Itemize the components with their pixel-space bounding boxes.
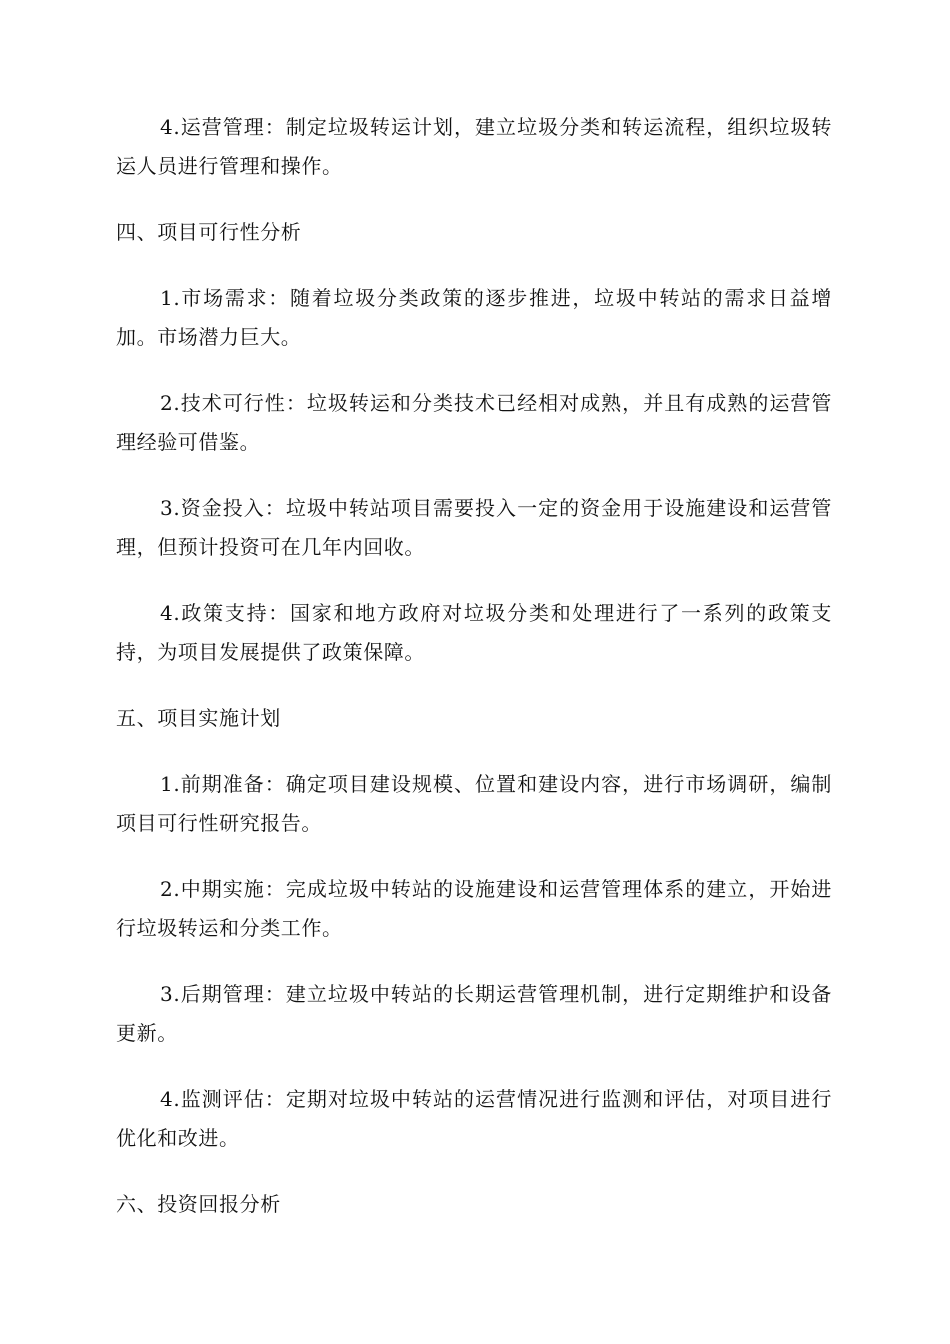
paragraph-operations-management: 4.运营管理：制定垃圾转运计划，建立垃圾分类和转运流程，组织垃圾转运人员进行管理和操作。 bbox=[116, 115, 832, 178]
paragraph-technical-feasibility: 2.技术可行性：垃圾转运和分类技术已经相对成熟，并且有成熟的运营管理经验可借鉴。 bbox=[116, 391, 832, 454]
paragraph-capital-investment: 3.资金投入：垃圾中转站项目需要投入一定的资金用于设施建设和运营管理，但预计投资可在几年内回收。 bbox=[116, 496, 832, 559]
paragraph-monitoring: 4.监测评估：定期对垃圾中转站的运营情况进行监测和评估，对项目进行优化和改进。 bbox=[116, 1087, 832, 1150]
paragraph-policy-support: 4.政策支持：国家和地方政府对垃圾分类和处理进行了一系列的政策支持，为项目发展提供了政策保障。 bbox=[116, 601, 832, 664]
document-body bbox=[116, 108, 832, 1224]
section-heading-roi: 六、投资回报分析 bbox=[116, 1192, 281, 1216]
paragraph-preparation: 1.前期准备：确定项目建设规模、位置和建设内容，进行市场调研，编制项目可行性研究报告。 bbox=[116, 772, 832, 835]
paragraph-market-demand: 1.市场需求：随着垃圾分类政策的逐步推进，垃圾中转站的需求日益增加。市场潜力巨大。 bbox=[116, 286, 832, 349]
paragraph-mid-stage: 2.中期实施：完成垃圾中转站的设施建设和运营管理体系的建立，开始进行垃圾转运和分类工作。 bbox=[116, 877, 832, 940]
paragraph-late-management: 3.后期管理：建立垃圾中转站的长期运营管理机制，进行定期维护和设备更新。 bbox=[116, 982, 832, 1045]
section-heading-feasibility: 四、项目可行性分析 bbox=[116, 220, 302, 244]
section-heading-implementation: 五、项目实施计划 bbox=[116, 706, 281, 730]
